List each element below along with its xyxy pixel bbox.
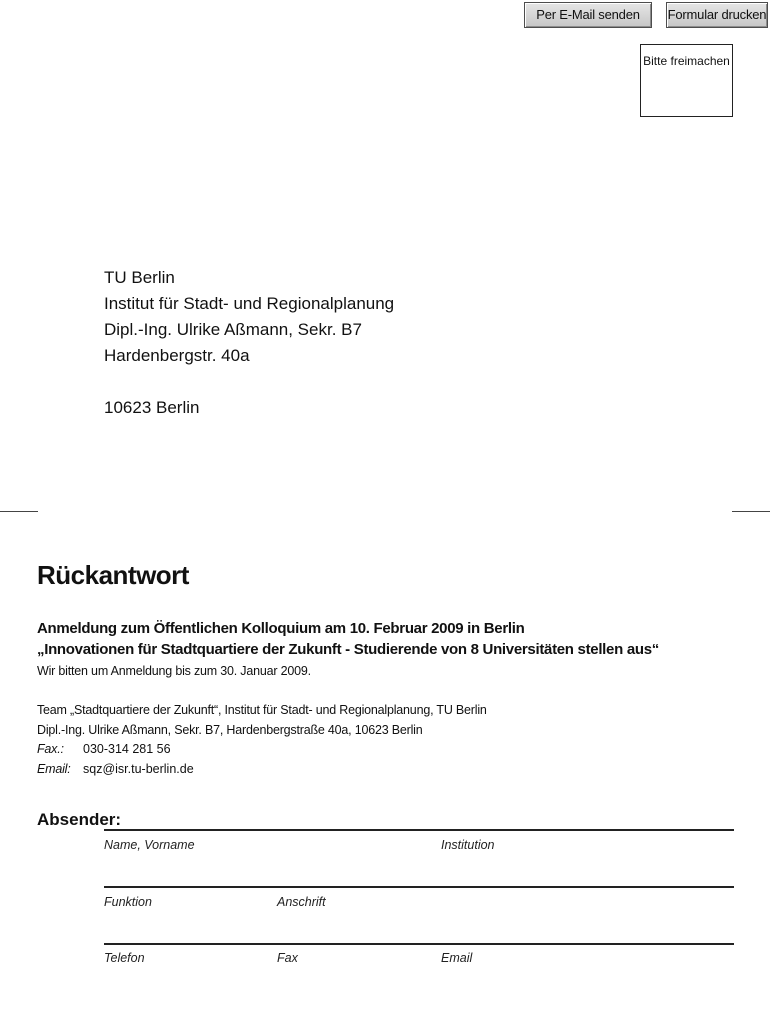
team-line: Team „Stadtquartiere der Zukunft“, Institut für Stadt- und Regionalplanung, TU Berlin (37, 703, 487, 717)
email-value: sqz@isr.tu-berlin.de (83, 762, 194, 776)
fold-mark-right (732, 511, 770, 512)
stamp-box (640, 44, 733, 117)
address-line-4: Hardenbergstr. 40a (104, 346, 250, 365)
event-subtitle: „Innovationen für Stadtquartiere der Zukunft - Studierende von 8 Universitäten stellen aus“ (37, 641, 659, 658)
email-field-label: Email (441, 951, 473, 965)
reply-title: Rückantwort (37, 560, 189, 590)
fax-field-label: Fax (277, 951, 298, 965)
phone-field-label: Telefon (104, 951, 145, 965)
function-address-line[interactable] (104, 886, 734, 888)
address-city: 10623 Berlin (104, 398, 200, 417)
contact-line[interactable] (104, 943, 734, 945)
print-form-button[interactable]: Formular drucken (666, 2, 768, 28)
team-address: Dipl.-Ing. Ulrike Aßmann, Sekr. B7, Hardenbergstraße 40a, 10623 Berlin (37, 723, 423, 737)
fax-value: 030-314 281 56 (83, 742, 171, 756)
send-email-button[interactable]: Per E-Mail senden (524, 2, 652, 28)
name-institution-line[interactable] (104, 829, 734, 831)
email-label: Email: (37, 762, 71, 776)
stamp-label: Bitte freimachen (643, 54, 730, 68)
name-field-label: Name, Vorname (104, 838, 195, 852)
sender-label: Absender: (37, 810, 122, 829)
fold-mark-left (0, 511, 38, 512)
address-line-3: Dipl.-Ing. Ulrike Aßmann, Sekr. B7 (104, 320, 362, 339)
address-line-2: Institut für Stadt- und Regionalplanung (104, 294, 395, 313)
address-line-1: TU Berlin (104, 268, 175, 287)
deadline-note: Wir bitten um Anmeldung bis zum 30. Januar 2009. (37, 664, 311, 678)
institution-field-label: Institution (441, 838, 495, 852)
event-heading: Anmeldung zum Öffentlichen Kolloquium am 10. Februar 2009 in Berlin (37, 620, 525, 637)
function-field-label: Funktion (104, 895, 152, 909)
fax-label: Fax.: (37, 742, 64, 756)
address-field-label: Anschrift (277, 895, 326, 909)
